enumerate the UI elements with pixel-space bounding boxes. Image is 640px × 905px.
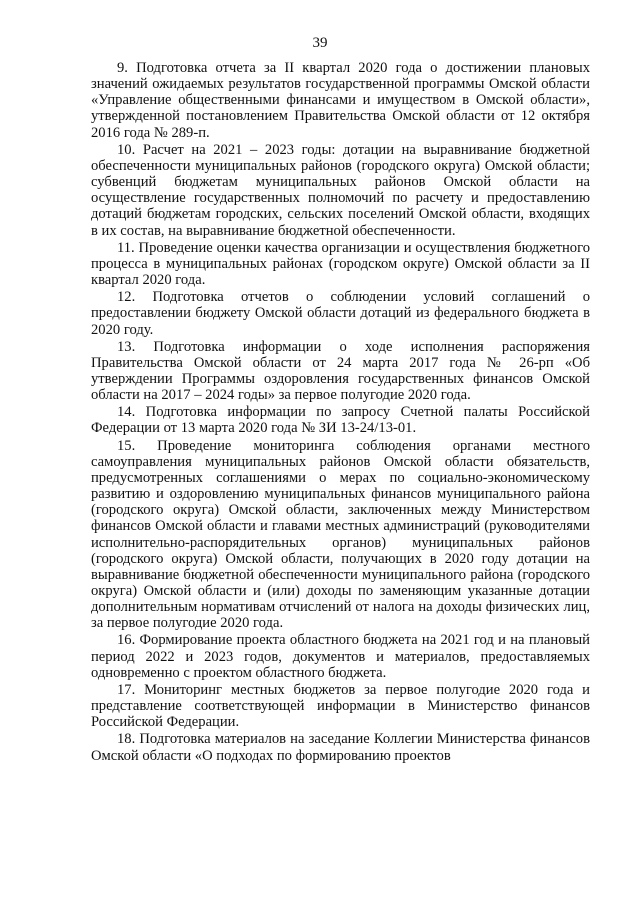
paragraph-item-13: 13. Подготовка информации о ходе исполнения распоряжения Правительства Омской области от 24 марта 2017 года № 26-рп «Об утверждении Программы оздоровления государственных финансов Омской области на 2017 – 2024 годы» за первое полугодие 2020 года. (91, 338, 590, 404)
paragraph-item-9: 9. Подготовка отчета за II квартал 2020 года о достижении плановых значений ожидаемых результатов государственной программы Омской области «Управление общественными финансами и имуществом в Омской области», утвержденной постановлением Правительства Омской области от 12 октября 2016 года № 289-п. (91, 60, 590, 141)
paragraph-item-15: 15. Проведение мониторинга соблюдения органами местного самоуправления муниципальных районов Омской области обязательств, предусмотренных соглашениями о мерах по социально-экономическому развитию и оздоровлению муниципальных финансов муниципального района (городского округа) Омской области, заключенных между Министерством финансов Омской области и главами местных администраций (руководителями исполнительно-распорядительных органов) муниципальных районов (городского округа) Омской области, получающих в 2020 году дотации на выравнивание бюджетной обеспеченности муниципального района (городского округа) Омской области и (или) доходы по заменяющим указанные дотации дополнительным нормативам отчислений от налога на доходы физических лиц, за первое полугодие 2020 года. (91, 437, 590, 632)
paragraph-item-16: 16. Формирование проекта областного бюджета на 2021 год и на плановый период 2022 и 2023 годов, документов и материалов, предоставляемых одновременно с проектом областного бюджета. (91, 632, 590, 681)
page-number: 39 (312, 35, 328, 51)
paragraph-item-12: 12. Подготовка отчетов о соблюдении условий соглашений о предоставлении бюджету Омской области дотаций из федерального бюджета в 2020 году. (91, 289, 590, 338)
paragraph-item-17: 17. Мониторинг местных бюджетов за первое полугодие 2020 года и представление соответствующей информации в Министерство финансов Российской Федерации. (91, 681, 590, 731)
paragraph-item-11: 11. Проведение оценки качества организации и осуществления бюджетного процесса в муниципальных районах (городском округе) Омской области за II квартал 2020 года. (91, 239, 590, 289)
paragraph-item-14: 14. Подготовка информации по запросу Счетной палаты Российской Федерации от 13 марта 2020 года № ЗИ 13-24/13-01. (91, 404, 590, 437)
document-body (91, 60, 590, 764)
paragraph-item-10: 10. Расчет на 2021 – 2023 годы: дотации на выравнивание бюджетной обеспеченности муниципальных районов (городского округа) Омской области; субвенций бюджетам муниципальных районов Омской области на осуществление государственных полномочий по расчету и предоставлению дотаций бюджетам городских, сельских поселений Омской области, входящих в их состав, на выравнивание бюджетной обеспеченности. (91, 141, 590, 239)
paragraph-item-18: 18. Подготовка материалов на заседание Коллегии Министерства финансов Омской области «О подходах по формированию проектов (91, 731, 590, 764)
